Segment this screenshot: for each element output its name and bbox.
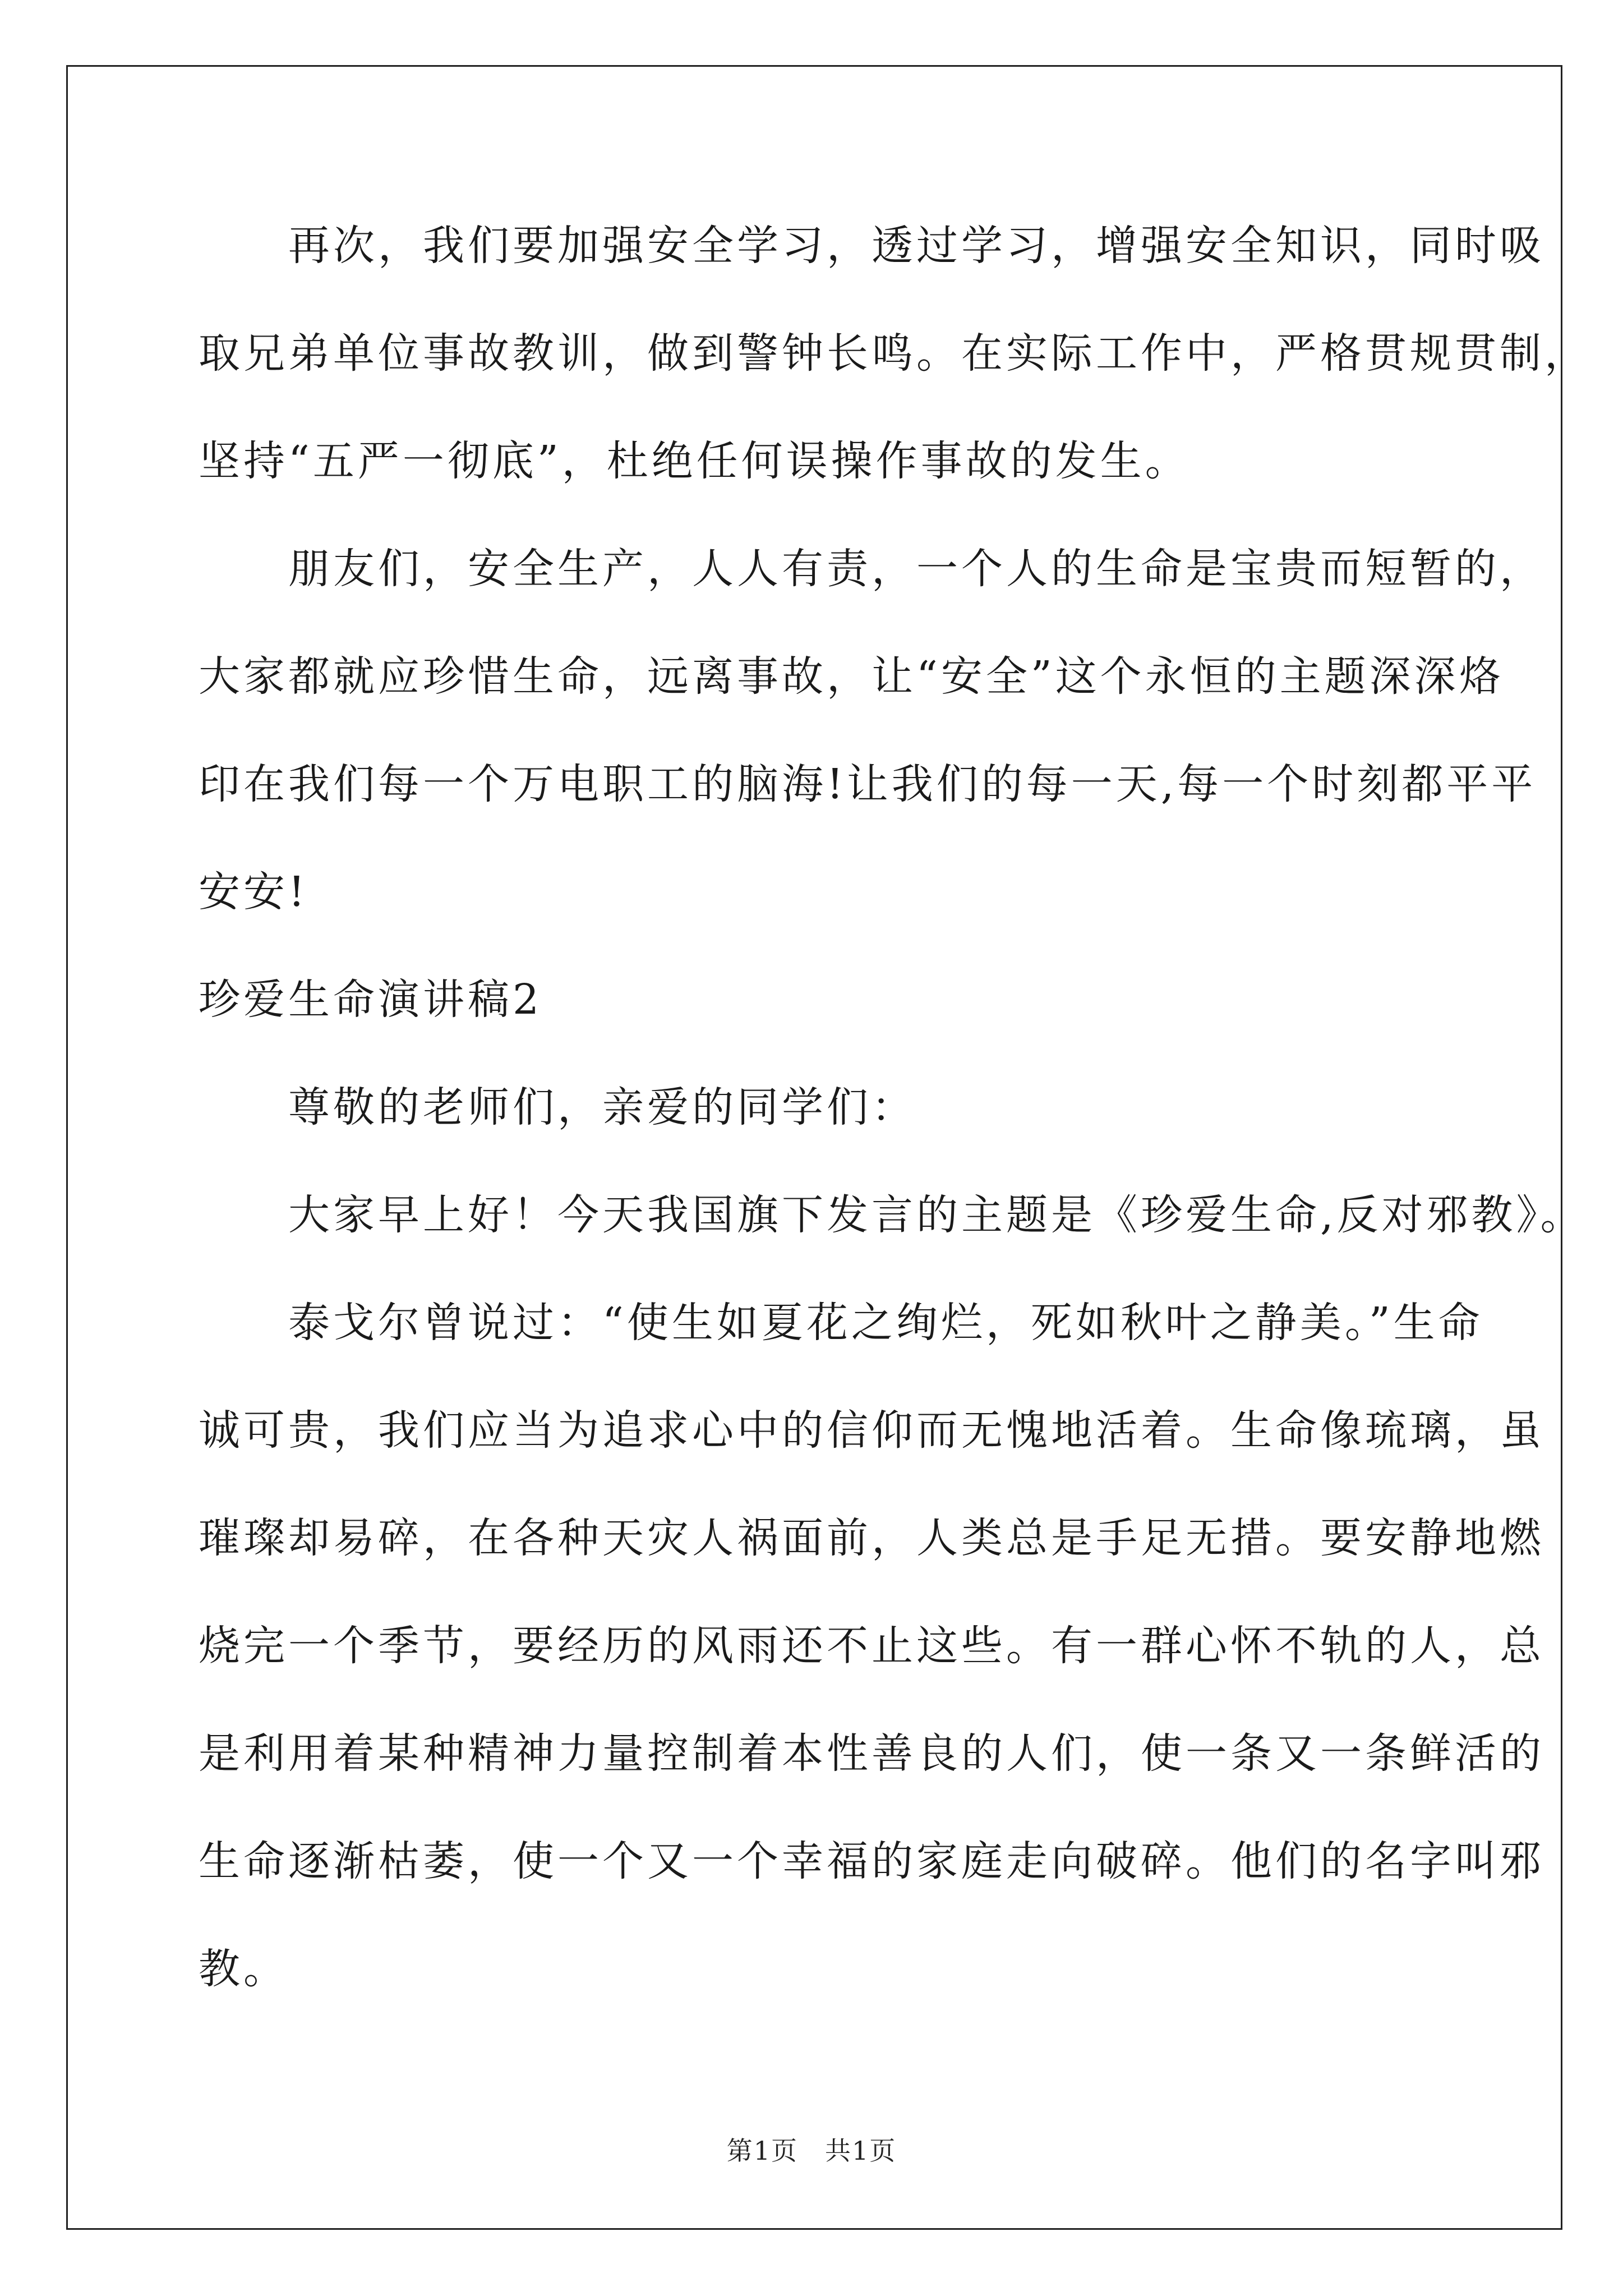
paragraph-line: 生命逐渐枯萎，使一个又一个幸福的家庭走向破碎。他们的名字叫邪 [199,1837,1544,1885]
paragraph-line: 再次，我们要加强安全学习，透过学习，增强安全知识，同时吸 [199,222,1544,270]
paragraph-line: 大家早上好！今天我国旗下发言的主题是《珍爱生命,反对邪教》。 [199,1191,1585,1239]
paragraph-line: 烧完一个季节，要经历的风雨还不止这些。有一群心怀不轨的人，总 [199,1622,1544,1670]
section-heading: 珍爱生命演讲稿2 [199,976,543,1024]
paragraph-line: 取兄弟单位事故教训，做到警钟长鸣。在实际工作中，严格贯规贯制， [199,329,1589,378]
page-border [66,65,1562,2230]
paragraph-line: 璀璨却易碎，在各种天灾人祸面前，人类总是手足无措。要安静地燃 [199,1514,1544,1562]
paragraph-line: 泰戈尔曾说过：“使生如夏花之绚烂，死如秋叶之静美。”生命 [199,1299,1483,1347]
paragraph-line: 尊敬的老师们，亲爱的同学们： [199,1083,916,1131]
paragraph-line: 教。 [199,1945,288,1993]
paragraph-line: 印在我们每一个万电职工的脑海!让我们的每一天,每一个时刻都平平 [199,760,1537,808]
page-footer: 第1页 共1页 [726,2136,897,2166]
paragraph-line: 大家都就应珍惜生命，远离事故，让“安全”这个永恒的主题深深烙 [199,652,1504,701]
paragraph-line: 是利用着某种精神力量控制着本性善良的人们，使一条又一条鲜活的 [199,1729,1544,1778]
paragraph-line: 朋友们，安全生产，人人有责，一个人的生命是宝贵而短暂的， [199,545,1544,593]
paragraph-line: 坚持“五严一彻底”，杜绝任何误操作事故的发生。 [199,437,1190,485]
paragraph-line: 诚可贵，我们应当为追求心中的信仰而无愧地活着。生命像琉璃，虽 [199,1406,1544,1455]
paragraph-line: 安安! [199,868,308,916]
